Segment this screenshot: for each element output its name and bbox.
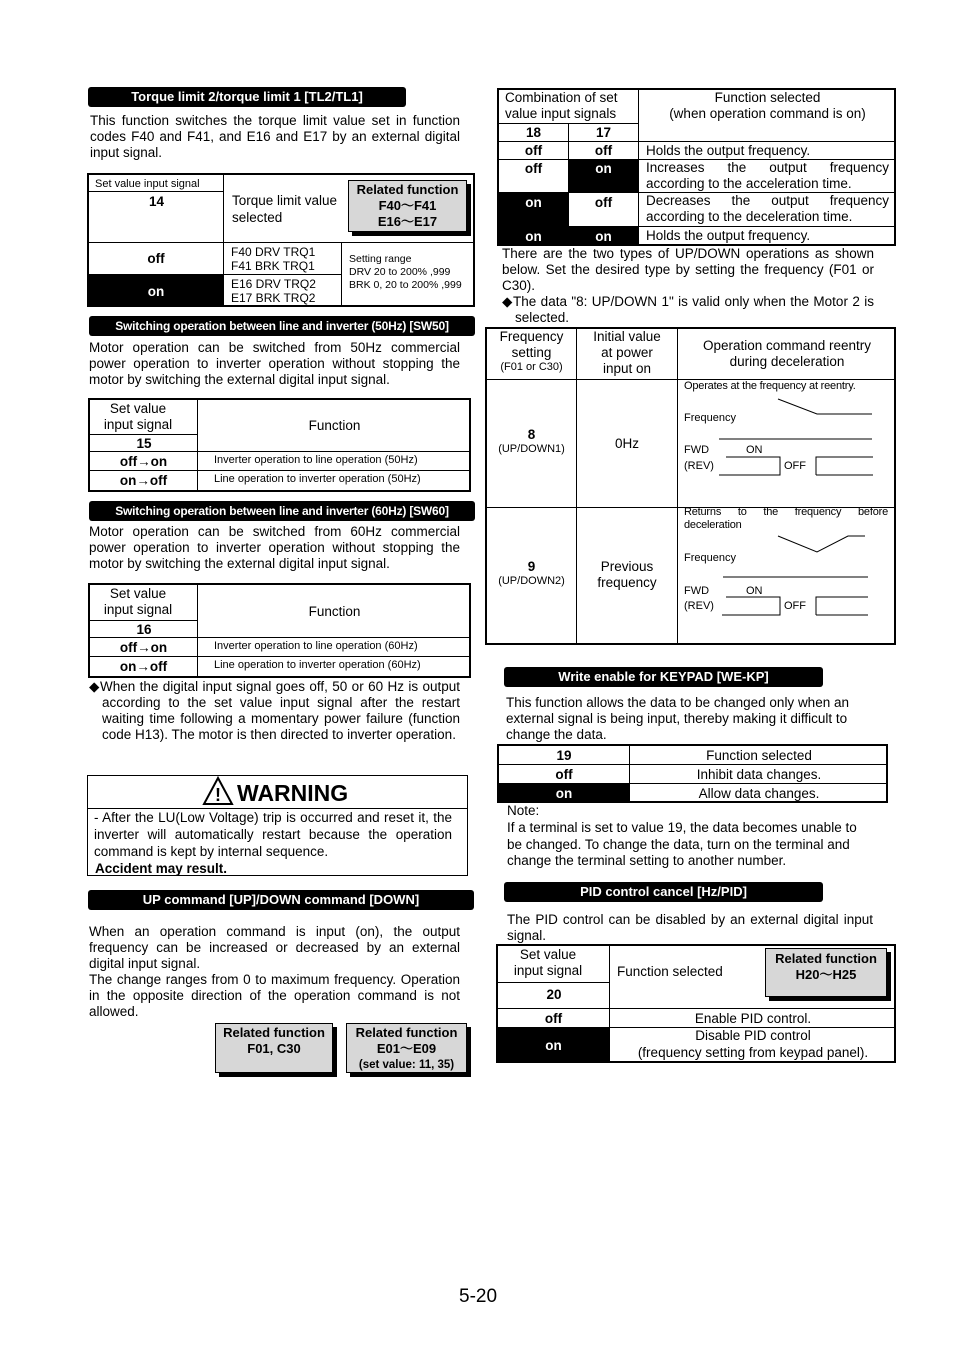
sw50-signal-number: 15 — [136, 436, 152, 451]
sw60-function-on-off: Line operation to inverter operation (60Hz) — [214, 659, 421, 671]
pid-description: The PID control can be disabled by an external digital input signal. — [507, 912, 873, 943]
types-row9-initial-1: Previous — [600, 559, 654, 574]
setting-range-drv: DRV 20 to 200% ,999 — [349, 266, 451, 278]
sw60-signal-label-1: Set value — [109, 586, 167, 601]
pid-state-off: off — [498, 1009, 610, 1028]
types-row9-on-label: ON — [746, 585, 763, 597]
related-function-value-1: F40～F41 — [378, 198, 437, 213]
combo-col-17: 17 — [569, 124, 639, 142]
types-h-freq-1: Frequency — [499, 329, 564, 344]
updown-related-1-label: Related function — [223, 1025, 325, 1040]
function-on-line2: E17 BRK TRQ2 — [231, 291, 316, 305]
warning-box — [87, 775, 468, 876]
types-row9-num: 9 — [527, 559, 536, 574]
pid-func-on-line2: (frequency setting from keypad panel). — [637, 1044, 869, 1060]
updown-related-2-label: Related function — [355, 1025, 458, 1040]
function-header-label: Torque limit value selected — [232, 193, 338, 225]
types-row9-chart — [678, 508, 896, 645]
updown-description-2: The change ranges from 0 to maximum frequency. Operation in the opposite direction of the operation command is not allowed. — [89, 972, 460, 1019]
types-h-reentry-1: Operation command reentry — [702, 338, 872, 353]
types-row9-initial — [577, 508, 678, 645]
combination-header — [499, 90, 639, 124]
sw60-function-header: Function — [198, 585, 471, 638]
types-row8-off-label: OFF — [784, 460, 806, 472]
warning-text: - After the LU(Low Voltage) trip is occurred and reset it, the inverter will automatically restart because the operation command is kept by internal sequence. — [94, 810, 452, 859]
types-row8-setting — [487, 380, 577, 508]
wekp-description: This function allows the data to be changed only when an external signal is being input, thereby making it difficult to change the data. — [506, 695, 849, 742]
combo-row1-a: off — [499, 142, 569, 160]
pid-func-on-line1: Disable PID control — [695, 1028, 811, 1043]
combo-row3-b: off — [569, 193, 639, 227]
function-off-line2: F41 BRK TRQ1 — [231, 259, 315, 273]
combo-col-18: 18 — [499, 124, 569, 142]
setting-range-cell — [349, 253, 475, 292]
page-number: 5-20 — [459, 1286, 498, 1307]
updown-related-2-value: E01～E09 — [376, 1041, 437, 1056]
types-row9-desc: Returns to the frequency before deceleration — [684, 506, 888, 531]
updown-related-2-sub: (set value: 11, 35) — [358, 1059, 455, 1071]
combo-row2-a: off — [499, 160, 569, 193]
updown-types-text: There are the two types of UP/DOWN operations as shown below. Set the desired type by setting the frequency (F01 or C30). — [502, 246, 874, 293]
setting-range-label: Setting range — [349, 253, 412, 265]
signal-header-label: Set value input signal — [95, 178, 200, 190]
signal-header-cell — [89, 175, 224, 243]
pid-header: PID control cancel [Hz/PID] — [504, 882, 823, 902]
pid-function-header-label: Function selected — [617, 964, 723, 979]
sw60-signal-header — [90, 585, 198, 638]
sw60-signal-number: 16 — [136, 622, 152, 637]
types-row8-waveform — [678, 380, 896, 508]
combo-function-header — [639, 90, 896, 142]
pid-signal-number: 20 — [546, 987, 562, 1002]
sw60-note: ◆When the digital input signal goes off, 50 or 60 Hz is output according to the set value input signal after the restart waiting time following a momentary power failure (function code H13). The motor is then directed to inverter operation. — [89, 679, 460, 742]
updown-header: UP command [UP]/DOWN command [DOWN] — [88, 890, 474, 910]
types-row8-name: (UP/DOWN1) — [498, 443, 565, 455]
torque-limit-header: Torque limit 2/torque limit 1 [TL2/TL1] — [88, 87, 406, 107]
pid-func-on — [610, 1028, 896, 1063]
combination-header-line1: Combination of set — [505, 90, 618, 105]
updown-types-note: ◆The data "8: UP/DOWN 1" is valid only when the Motor 2 is selected. — [502, 294, 874, 325]
types-row8-on-label: ON — [746, 444, 763, 456]
updown-related-function-2 — [346, 1023, 467, 1073]
combo-row4-a: on — [499, 227, 569, 246]
types-row9-initial-2: frequency — [597, 575, 657, 590]
sw60-description: Motor operation can be switched from 60Hz commercial power operation to inverter operation without stopping the motor by switching the external digital input signal. — [89, 524, 460, 571]
sw60-function-off-on: Inverter operation to line operation (60Hz) — [198, 638, 471, 657]
combo-row3-func — [639, 193, 896, 227]
sw50-function-off-on: Inverter operation to line operation (50Hz) — [198, 452, 471, 471]
types-row8-fwd-label: FWD — [684, 444, 710, 456]
wekp-header: Write enable for KEYPAD [WE-KP] — [504, 667, 823, 687]
combo-row3-func-line2: according to the deceleration time. — [646, 209, 853, 224]
combo-row3-a: on — [499, 193, 569, 227]
types-row8-rev-label: (REV) — [684, 460, 714, 472]
state-off-cell: off — [89, 243, 224, 275]
combo-row4-b: on — [569, 227, 639, 246]
wekp-note-text: If a terminal is set to value 19, the data becomes unable to be changed. To change the data, turn on the terminal and change the terminal setting to another number. — [507, 820, 857, 868]
updown-related-function-1 — [215, 1023, 333, 1073]
wekp-state-off: off — [499, 765, 630, 784]
sw50-description: Motor operation can be switched from 50Hz commercial power operation to inverter operation without stopping the motor by switching the external digital input signal. — [89, 340, 460, 387]
wekp-table — [497, 744, 888, 803]
sw50-signal-label-2: input signal — [103, 417, 173, 432]
pid-related-function-box — [765, 948, 887, 997]
combo-row2-func-line1: Increases the output frequency — [646, 160, 889, 175]
sw50-state-on-off: on→off — [90, 471, 198, 490]
sw50-function-header: Function — [198, 400, 471, 452]
combo-function-header-line1: Function selected — [714, 90, 821, 105]
updown-description-1: When an operation command is input (on), the output frequency can be increased or decreased by an external digital input signal. — [89, 924, 460, 971]
combo-row2-func-line2: according to the acceleration time. — [646, 176, 852, 191]
sw60-signal-label-2: input signal — [103, 602, 173, 617]
combo-row1-func: Holds the output frequency. — [639, 142, 896, 160]
pid-state-on: on — [498, 1028, 610, 1063]
types-h-freq-2: setting — [511, 345, 552, 360]
types-row9-fwd-label: FWD — [684, 585, 710, 597]
types-row9-off-label: OFF — [784, 600, 806, 612]
pid-func-off: Enable PID control. — [610, 1009, 896, 1028]
types-h-initial-2: at power — [601, 345, 653, 360]
updown-combination-table — [497, 88, 896, 246]
pid-signal-label-2: input signal — [513, 963, 583, 978]
pid-related-function-label: Related function — [775, 951, 877, 966]
types-row9-rev-label: (REV) — [684, 600, 714, 612]
related-function-value-2: E16～E17 — [377, 214, 438, 229]
wekp-h-func: Function selected — [630, 746, 888, 765]
function-on-line1: E16 DRV TRQ2 — [231, 277, 316, 291]
wekp-state-on: on — [499, 784, 630, 803]
wekp-func-off: Inhibit data changes. — [630, 765, 888, 784]
sw60-state-on-off: on→off — [90, 657, 198, 676]
torque-limit-table — [87, 173, 475, 307]
updown-types-table — [485, 327, 896, 645]
sw50-signal-label-1: Set value — [109, 401, 167, 416]
combo-row1-b: off — [569, 142, 639, 160]
function-off-cell — [224, 243, 342, 275]
types-row8-desc: Operates at the frequency at reentry. — [684, 380, 856, 392]
types-h-freq-3: (F01 or C30) — [500, 361, 563, 373]
types-row9-waveform — [678, 508, 896, 645]
combo-row3-func-line1: Decreases the output frequency — [646, 193, 889, 208]
sw50-header: Switching operation between line and inverter (50Hz) [SW50] — [89, 316, 475, 336]
related-function-box — [348, 180, 467, 232]
types-h-initial — [577, 329, 678, 380]
wekp-h-num: 19 — [499, 746, 630, 765]
sw60-state-off-on: off→on — [90, 638, 198, 657]
updown-related-1-value: F01, C30 — [247, 1041, 301, 1056]
sw50-table — [88, 398, 471, 492]
sw50-function-on-off: Line operation to inverter operation (50Hz) — [214, 473, 421, 485]
combo-row4-func: Holds the output frequency. — [646, 228, 811, 243]
wekp-note-label: Note: — [507, 803, 540, 818]
types-h-initial-1: Initial value — [593, 329, 661, 344]
combination-header-line2: value input signals — [505, 106, 617, 121]
warning-emphasis: Accident may result. — [95, 861, 228, 876]
sw60-table — [88, 583, 471, 678]
pid-signal-header — [498, 946, 610, 1009]
types-row8-chart — [678, 380, 896, 508]
types-row9-name: (UP/DOWN2) — [498, 575, 565, 587]
types-h-reentry — [678, 329, 896, 380]
pid-table — [496, 944, 896, 1063]
combo-row2-func — [639, 160, 896, 193]
warning-symbol: ! — [215, 785, 221, 805]
sw60-header: Switching operation between line and inverter (60Hz) [SW60] — [89, 501, 475, 521]
types-row9-freq-label: Frequency — [684, 552, 736, 564]
pid-signal-label-1: Set value — [519, 947, 577, 962]
types-h-freq — [487, 329, 577, 380]
related-function-label: Related function — [356, 182, 459, 197]
types-row8-num: 8 — [527, 427, 536, 442]
warning-title: WARNING — [237, 780, 349, 806]
types-row8-freq-label: Frequency — [684, 412, 736, 424]
types-row9-setting — [487, 508, 577, 645]
combo-function-header-line2: (when operation command is on) — [669, 106, 866, 121]
function-off-line1: F40 DRV TRQ1 — [231, 245, 316, 259]
sw50-state-off-on: off→on — [90, 452, 198, 471]
types-row8-initial: 0Hz — [577, 380, 678, 508]
warning-triangle-icon — [203, 777, 233, 805]
state-on-cell: on — [89, 275, 224, 307]
wekp-func-on: Allow data changes. — [698, 786, 820, 801]
types-h-reentry-2: during deceleration — [729, 354, 845, 369]
function-on-cell — [224, 275, 342, 307]
sw50-signal-header — [90, 400, 198, 452]
types-h-initial-3: input on — [602, 361, 652, 376]
pid-related-function-value: H20～H25 — [795, 967, 857, 982]
setting-range-brk: BRK 0, 20 to 200% ,999 — [349, 279, 462, 291]
torque-limit-description: This function switches the torque limit value set in function codes F40 and F41, and E16 and E17 by an external digital input signal. — [90, 113, 460, 160]
signal-number: 14 — [148, 194, 165, 209]
combo-row2-b: on — [569, 160, 639, 193]
